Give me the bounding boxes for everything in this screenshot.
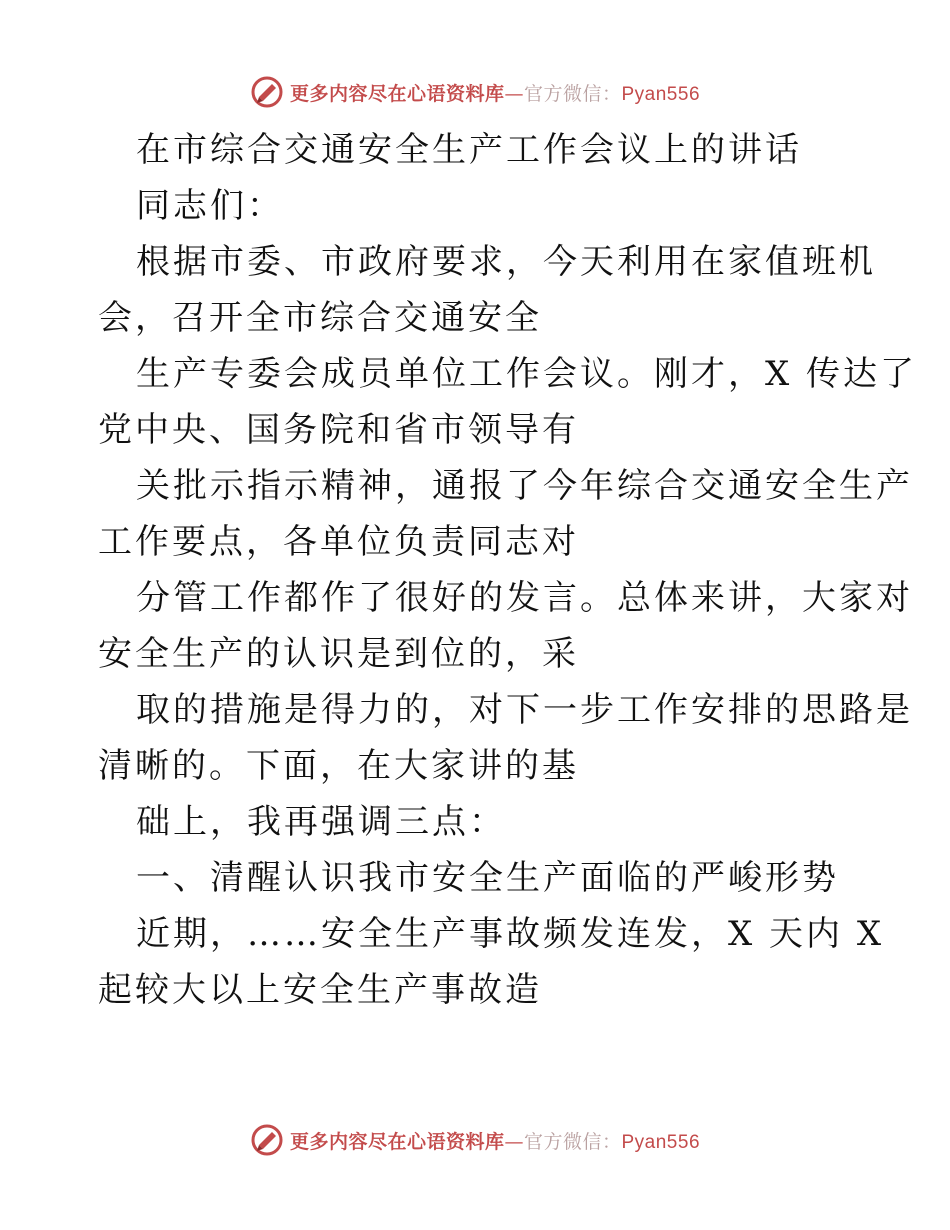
paragraph-line: 分管工作都作了很好的发言。总体来讲，大家对	[136, 578, 913, 618]
banner-text	[290, 1127, 700, 1154]
paragraph-line: 取的措施是得力的，对下一步工作安排的思路是	[136, 690, 913, 730]
paragraph-line: 工作要点，各单位负责同志对	[98, 522, 579, 562]
paragraph-line: 根据市委、市政府要求，今天利用在家值班机	[136, 242, 876, 282]
paragraph-line: 安全生产的认识是到位的，采	[98, 634, 579, 674]
paragraph-line: 起较大以上安全生产事故造	[98, 970, 542, 1010]
pen-logo-icon	[250, 75, 284, 109]
paragraph-line: 础上，我再强调三点：	[136, 802, 506, 842]
salutation: 同志们：	[136, 186, 284, 226]
banner-text	[290, 79, 700, 106]
footer-banner	[0, 1118, 950, 1162]
header-banner	[0, 70, 950, 114]
paragraph-line: 会，召开全市综合交通安全	[98, 298, 542, 338]
banner-wechat-label: 官方微信：	[523, 1130, 622, 1153]
paragraph-line: 关批示指示精神，通报了今年综合交通安全生产	[136, 466, 913, 506]
banner-separator: —	[504, 82, 524, 105]
pen-logo-icon	[250, 1123, 284, 1157]
banner-brand: 更多内容尽在心语资料库	[289, 82, 505, 105]
paragraph-line: 清晰的。下面，在大家讲的基	[98, 746, 579, 786]
section-heading: 一、清醒认识我市安全生产面临的严峻形势	[136, 858, 839, 898]
paragraph-line: 生产专委会成员单位工作会议。刚才，X 传达了	[136, 354, 918, 394]
banner-wechat-id: Pyan556	[621, 83, 701, 105]
paragraph-line: 近期，……安全生产事故频发连发，X 天内 X	[136, 914, 885, 954]
document-body	[98, 122, 918, 1018]
document-title: 在市综合交通安全生产工作会议上的讲话	[136, 130, 802, 170]
banner-separator: —	[504, 1130, 524, 1153]
banner-brand: 更多内容尽在心语资料库	[289, 1130, 505, 1153]
banner-wechat-id: Pyan556	[621, 1131, 701, 1153]
banner-wechat-label: 官方微信：	[523, 82, 622, 105]
paragraph-line: 党中央、国务院和省市领导有	[98, 410, 579, 450]
